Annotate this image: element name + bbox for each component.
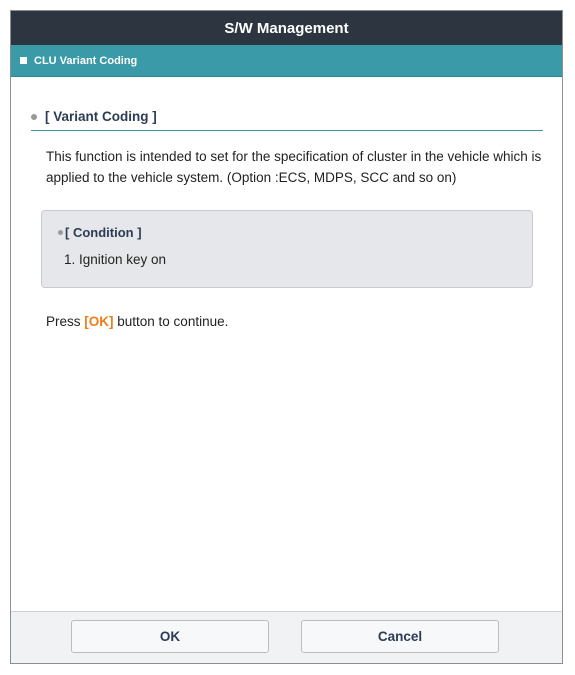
condition-title: [ Condition ] [65, 225, 142, 240]
condition-header [58, 225, 532, 240]
bullet-dot-icon [31, 114, 37, 120]
subheader-bar [11, 45, 562, 77]
dialog-title: S/W Management [224, 19, 349, 37]
cancel-button[interactable]: Cancel [301, 620, 499, 653]
ok-button[interactable]: OK [71, 620, 269, 653]
section-header [31, 109, 543, 131]
bullet-dot-icon [58, 230, 63, 235]
square-bullet-icon [20, 57, 27, 64]
instruction-suffix: button to continue. [113, 314, 229, 329]
section-title: [ Variant Coding ] [45, 109, 157, 124]
dialog-titlebar [11, 11, 562, 45]
dialog-footer [11, 611, 562, 663]
condition-box [41, 210, 533, 288]
condition-item: 1. Ignition key on [64, 252, 167, 267]
instruction-text [46, 314, 544, 329]
section-description: This function is intended to set for the specification of cluster in the vehicle which is applied to the vehicle system. (Option :ECS, MDPS, SCC and so on) [46, 149, 542, 185]
subheader-title: CLU Variant Coding [34, 54, 138, 67]
ok-highlight: [OK] [84, 314, 114, 329]
sw-management-dialog [10, 10, 563, 664]
dialog-content [11, 109, 562, 329]
instruction-prefix: Press [46, 314, 85, 329]
